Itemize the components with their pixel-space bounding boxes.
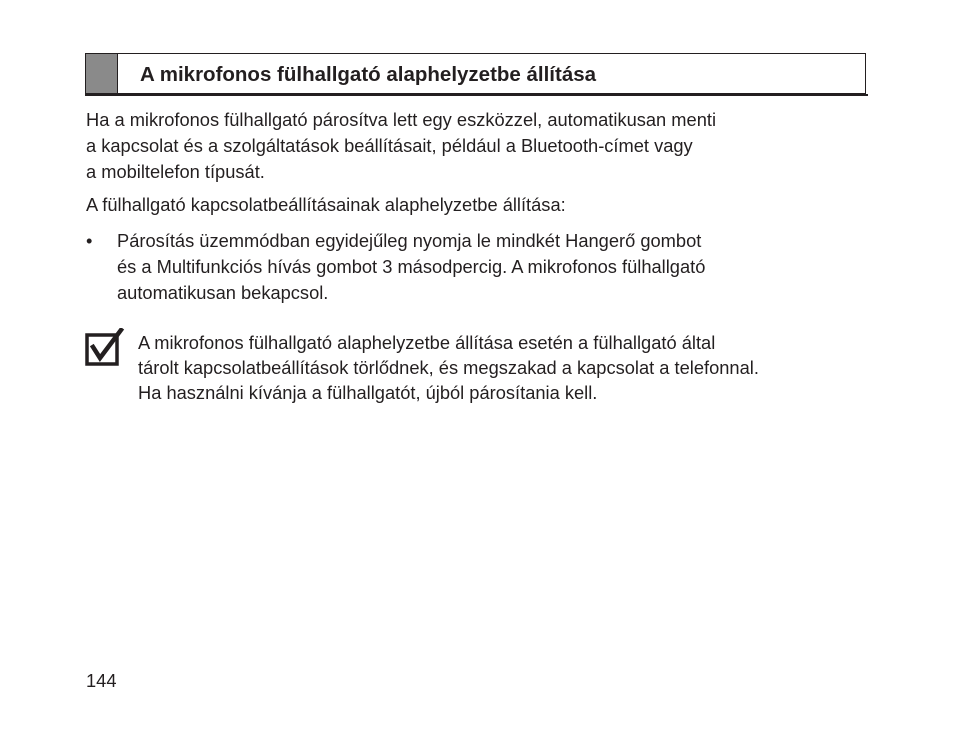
intro-line: a mobiltelefon típusát. — [86, 161, 265, 182]
note-line: tárolt kapcsolatbeállítások törlődnek, és megszakad a kapcsolat a telefonnal. — [138, 357, 759, 378]
page-number: 144 — [86, 670, 117, 691]
heading-underline — [85, 94, 868, 96]
bullet-marker: • — [86, 230, 93, 251]
bullet-line: automatikusan bekapcsol. — [117, 282, 329, 303]
bullet-line: Párosítás üzemmódban egyidejűleg nyomja le mindkét Hangerő gombot — [117, 230, 702, 251]
checkbox-check-icon — [85, 328, 125, 368]
note-text — [138, 330, 759, 405]
section-heading — [85, 53, 866, 94]
intro-line: a kapcsolat és a szolgáltatások beállításait, például a Bluetooth-címet vagy — [86, 135, 693, 156]
section-title: A mikrofonos fülhallgató alaphelyzetbe állítása — [140, 63, 597, 86]
bullet-text — [117, 228, 705, 306]
intro-line: Ha a mikrofonos fülhallgató párosítva lett egy eszközzel, automatikusan menti — [86, 109, 717, 130]
intro-paragraph — [86, 107, 716, 185]
note-line: Ha használni kívánja a fülhallgatót, újból párosítania kell. — [138, 382, 598, 403]
instruction-paragraph: A fülhallgató kapcsolatbeállításainak alaphelyzetbe állítása: — [86, 194, 566, 215]
note-line: A mikrofonos fülhallgató alaphelyzetbe állítása esetén a fülhallgató által — [138, 332, 716, 353]
heading-marker-bar — [86, 54, 118, 93]
bullet-line: és a Multifunkciós hívás gombot 3 másodpercig. A mikrofonos fülhallgató — [117, 256, 706, 277]
